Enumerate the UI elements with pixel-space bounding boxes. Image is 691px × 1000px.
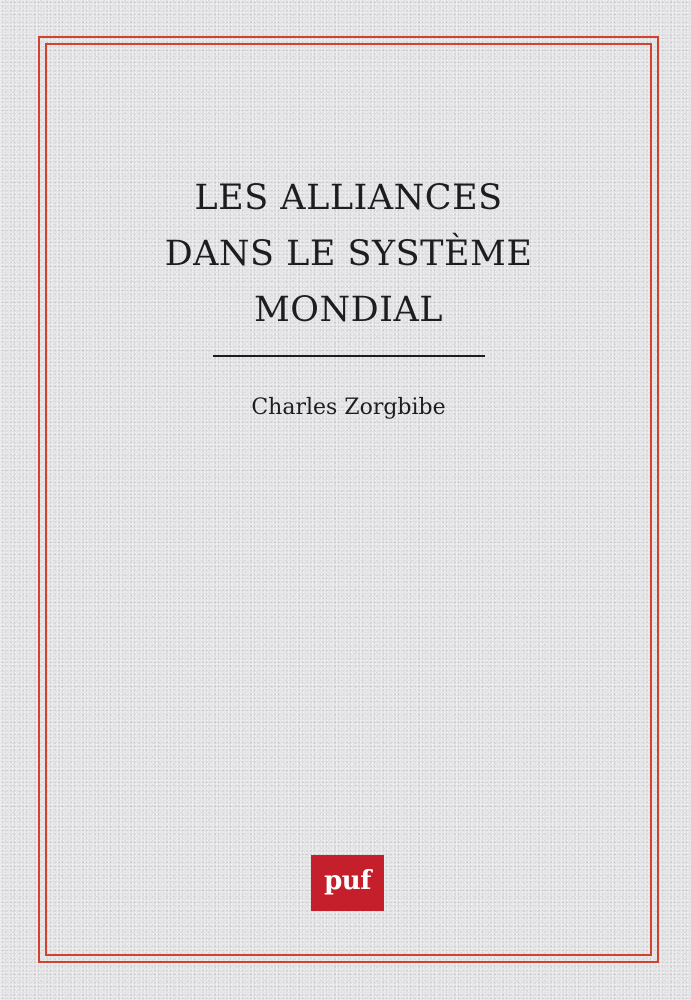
title-line-3: MONDIAL bbox=[253, 290, 444, 330]
title-divider bbox=[213, 355, 485, 357]
title-line-2: DANS LE SYSTÈME bbox=[164, 234, 533, 274]
author-name: Charles Zorgbibe bbox=[251, 395, 446, 420]
book-title bbox=[45, 170, 652, 338]
title-line-1: LES ALLIANCES bbox=[194, 178, 503, 218]
publisher-logo-text: puf bbox=[324, 866, 371, 896]
publisher-logo bbox=[311, 855, 384, 911]
